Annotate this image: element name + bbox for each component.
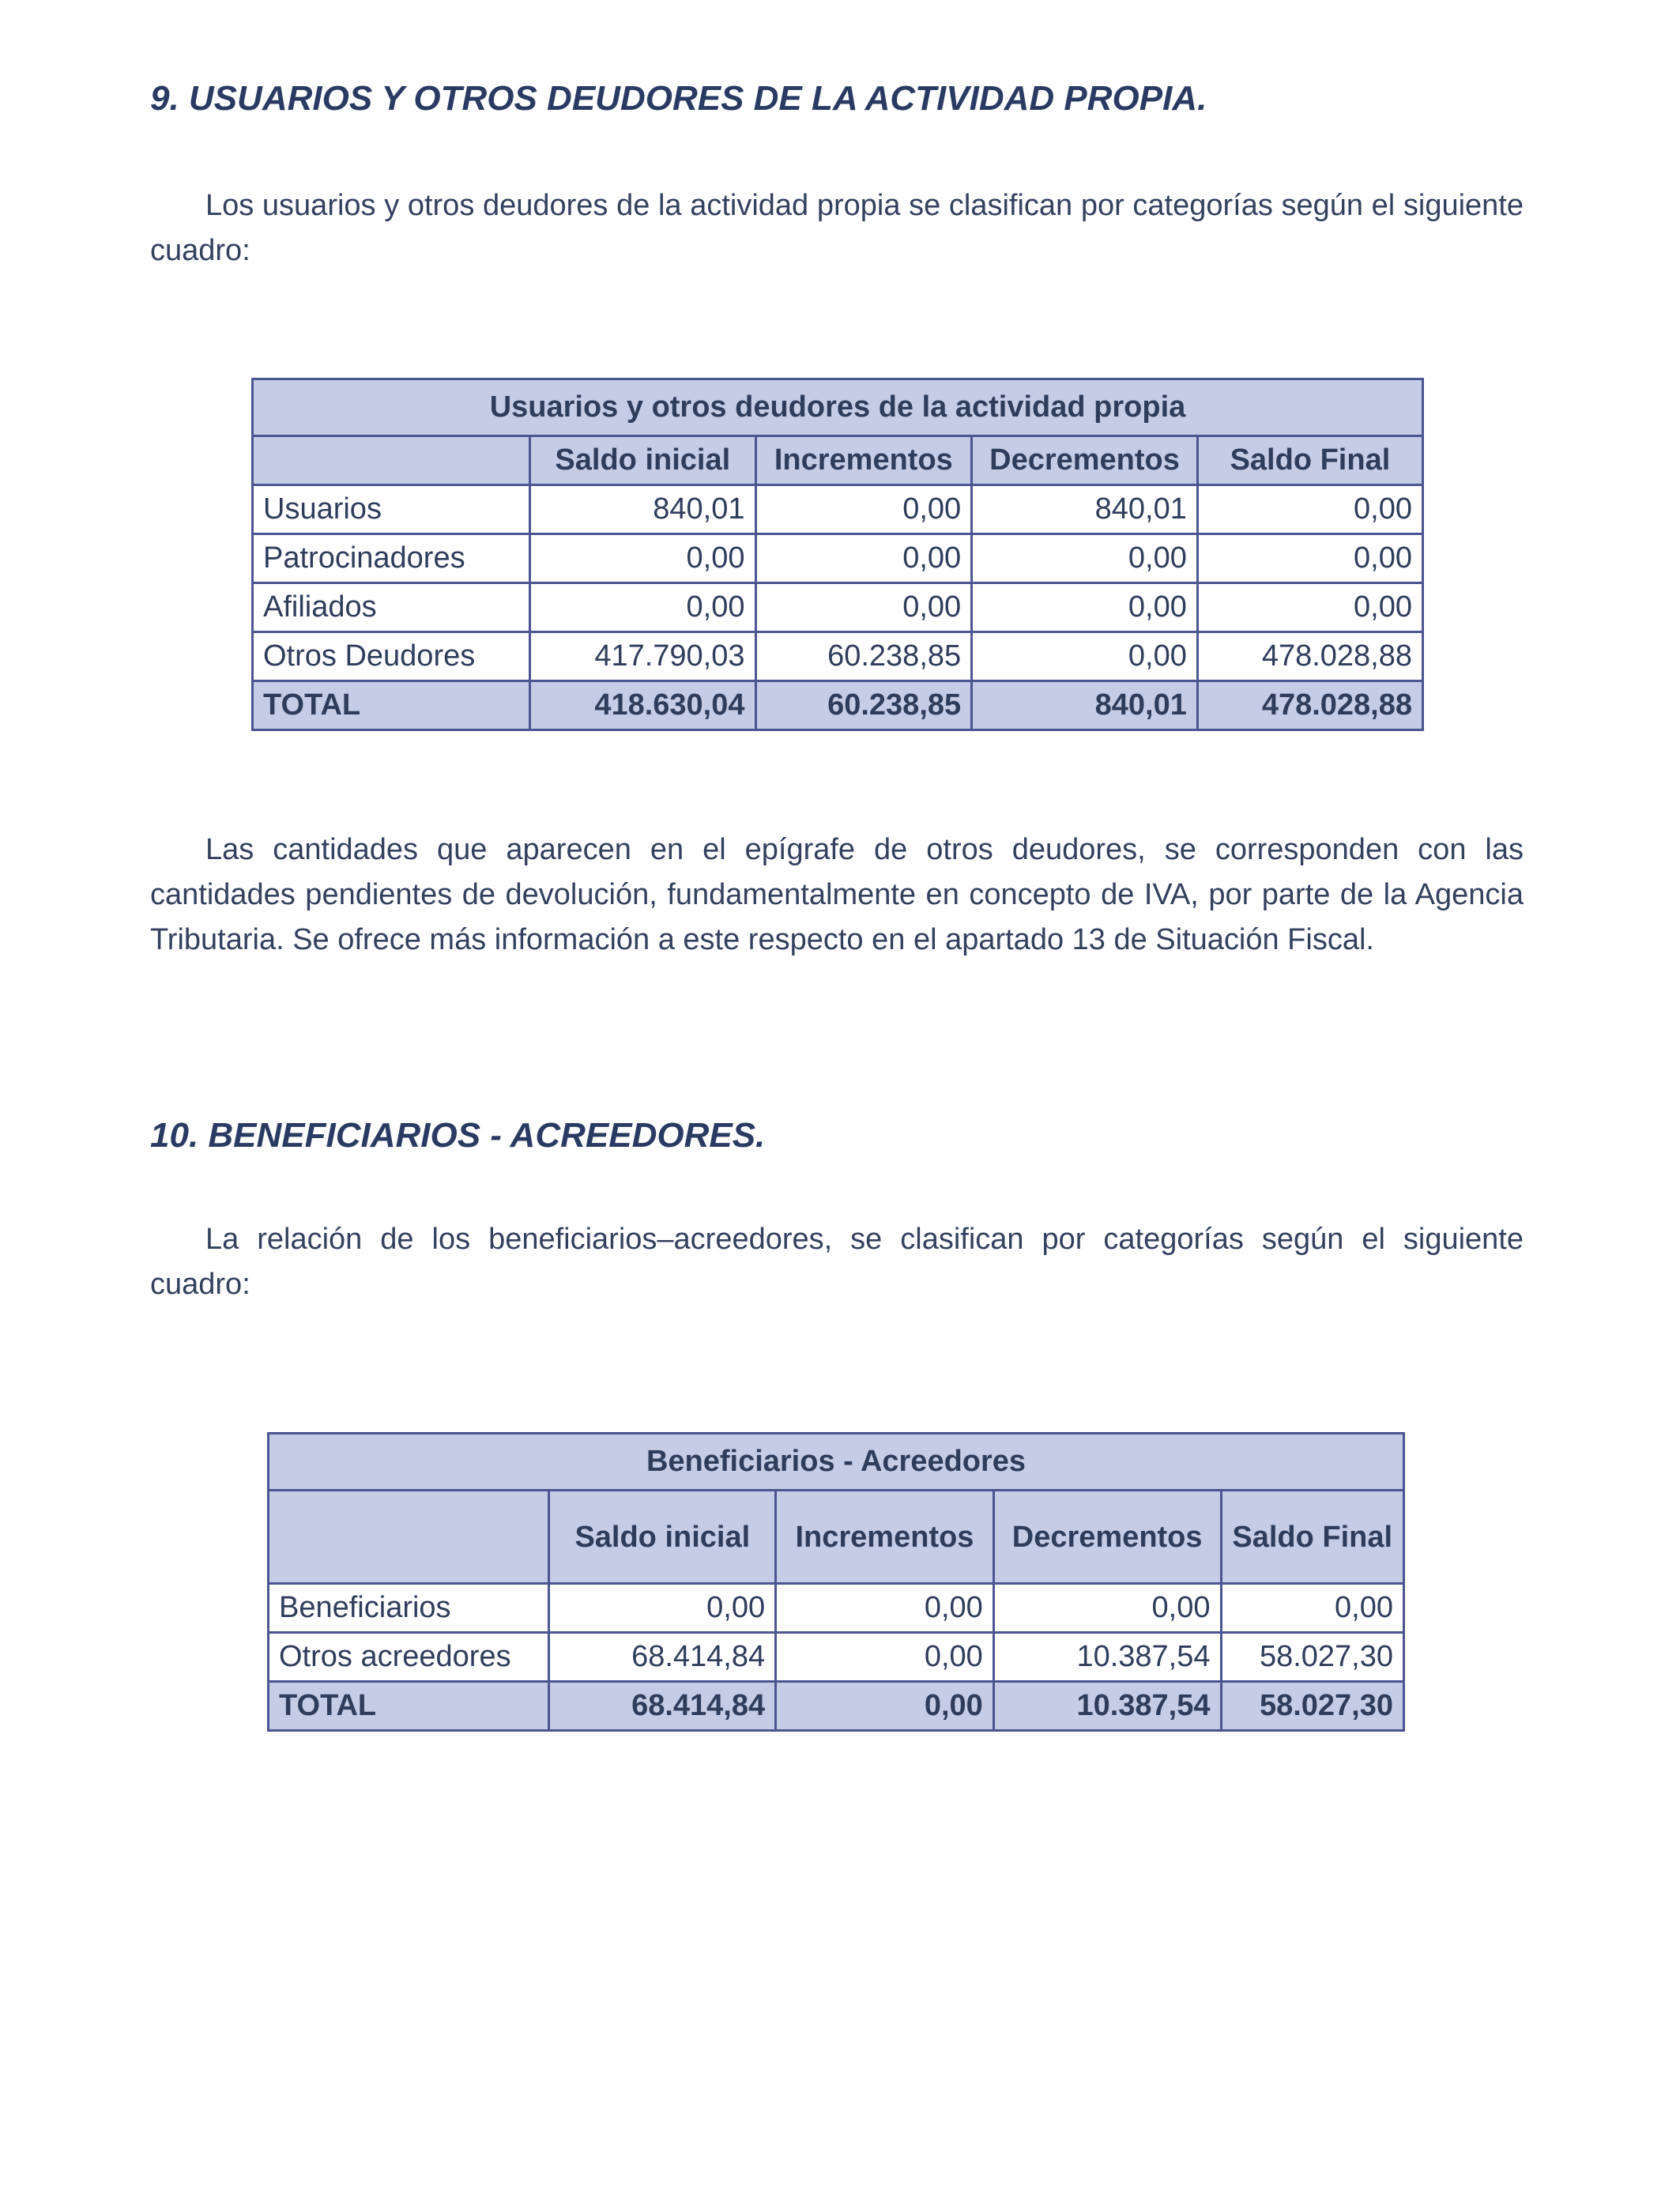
cell-value: 0,00	[755, 583, 972, 632]
table-title: Usuarios y otros deudores de la actividad propia	[253, 379, 1423, 436]
header-saldo-inicial: Saldo inicial	[530, 436, 755, 485]
cell-value: 0,00	[755, 534, 972, 583]
cell-value: 478.028,88	[1197, 632, 1422, 681]
table-total-row	[269, 1682, 1404, 1731]
row-label: Beneficiarios	[269, 1584, 549, 1633]
total-value: 60.238,85	[755, 681, 972, 730]
cell-value: 0,00	[972, 632, 1198, 681]
cell-value: 0,00	[1197, 485, 1422, 534]
table-title: Beneficiarios - Acreedores	[269, 1434, 1404, 1491]
table-title-row	[269, 1434, 1404, 1491]
row-label: Patrocinadores	[253, 534, 530, 583]
cell-value: 0,00	[1221, 1584, 1404, 1633]
cell-value: 58.027,30	[1221, 1633, 1404, 1682]
table-row	[269, 1584, 1404, 1633]
header-blank	[269, 1491, 549, 1584]
cell-value: 0,00	[530, 534, 755, 583]
cell-value: 0,00	[972, 534, 1198, 583]
cell-value: 0,00	[755, 485, 972, 534]
total-label: TOTAL	[253, 681, 530, 730]
table-title-row	[253, 379, 1423, 436]
header-decrementos: Decrementos	[993, 1491, 1221, 1584]
section-9-heading: 9. USUARIOS Y OTROS DEUDORES DE LA ACTIVIDAD PROPIA.	[150, 79, 1207, 118]
cell-value: 0,00	[1197, 534, 1422, 583]
cell-value: 68.414,84	[549, 1633, 776, 1682]
cell-value: 0,00	[972, 583, 1198, 632]
cell-value: 840,01	[530, 485, 755, 534]
total-value: 478.028,88	[1197, 681, 1422, 730]
header-saldo-final: Saldo Final	[1197, 436, 1422, 485]
table-header-row	[269, 1491, 1404, 1584]
total-label: TOTAL	[269, 1682, 549, 1731]
cell-value: 0,00	[776, 1584, 994, 1633]
cell-value: 0,00	[549, 1584, 776, 1633]
header-blank	[253, 436, 530, 485]
table-row	[253, 583, 1423, 632]
header-saldo-inicial: Saldo inicial	[549, 1491, 776, 1584]
cell-value: 0,00	[530, 583, 755, 632]
cell-value: 417.790,03	[530, 632, 755, 681]
header-saldo-final: Saldo Final	[1221, 1491, 1404, 1584]
header-decrementos: Decrementos	[972, 436, 1198, 485]
total-value: 0,00	[776, 1682, 994, 1731]
table-total-row	[253, 681, 1423, 730]
table-row	[269, 1633, 1404, 1682]
total-value: 418.630,04	[530, 681, 755, 730]
cell-value: 0,00	[1197, 583, 1422, 632]
row-label: Afiliados	[253, 583, 530, 632]
header-incrementos: Incrementos	[755, 436, 972, 485]
section-9-note: Las cantidades que aparecen en el epígrafe de otros deudores, se corresponden con las cantidades pendientes de devolución, fundamentalmente en concepto de IVA, por parte de la Agencia Tributaria. Se ofrece más información a este respecto en el apartado 13 de Situación Fiscal.	[150, 833, 1524, 956]
row-label: Otros acreedores	[269, 1633, 549, 1682]
total-value: 840,01	[972, 681, 1198, 730]
table-row	[253, 534, 1423, 583]
row-label: Otros Deudores	[253, 632, 530, 681]
total-value: 68.414,84	[549, 1682, 776, 1731]
cell-value: 10.387,54	[993, 1633, 1221, 1682]
total-value: 58.027,30	[1221, 1682, 1404, 1731]
section-10-heading: 10. BENEFICIARIOS - ACREEDORES.	[150, 1116, 766, 1155]
cell-value: 0,00	[776, 1633, 994, 1682]
debtors-table	[251, 378, 1424, 731]
cell-value: 840,01	[972, 485, 1198, 534]
cell-value: 60.238,85	[755, 632, 972, 681]
creditors-table	[267, 1432, 1405, 1732]
table-row	[253, 485, 1423, 534]
table-row	[253, 632, 1423, 681]
section-9-intro: Los usuarios y otros deudores de la actividad propia se clasifican por categorías según el siguiente cuadro:	[150, 189, 1524, 267]
cell-value: 0,00	[993, 1584, 1221, 1633]
row-label: Usuarios	[253, 485, 530, 534]
table-header-row	[253, 436, 1423, 485]
header-incrementos: Incrementos	[776, 1491, 994, 1584]
section-10-intro: La relación de los beneficiarios–acreedores, se clasifican por categorías según el siguiente cuadro:	[150, 1223, 1524, 1301]
total-value: 10.387,54	[993, 1682, 1221, 1731]
